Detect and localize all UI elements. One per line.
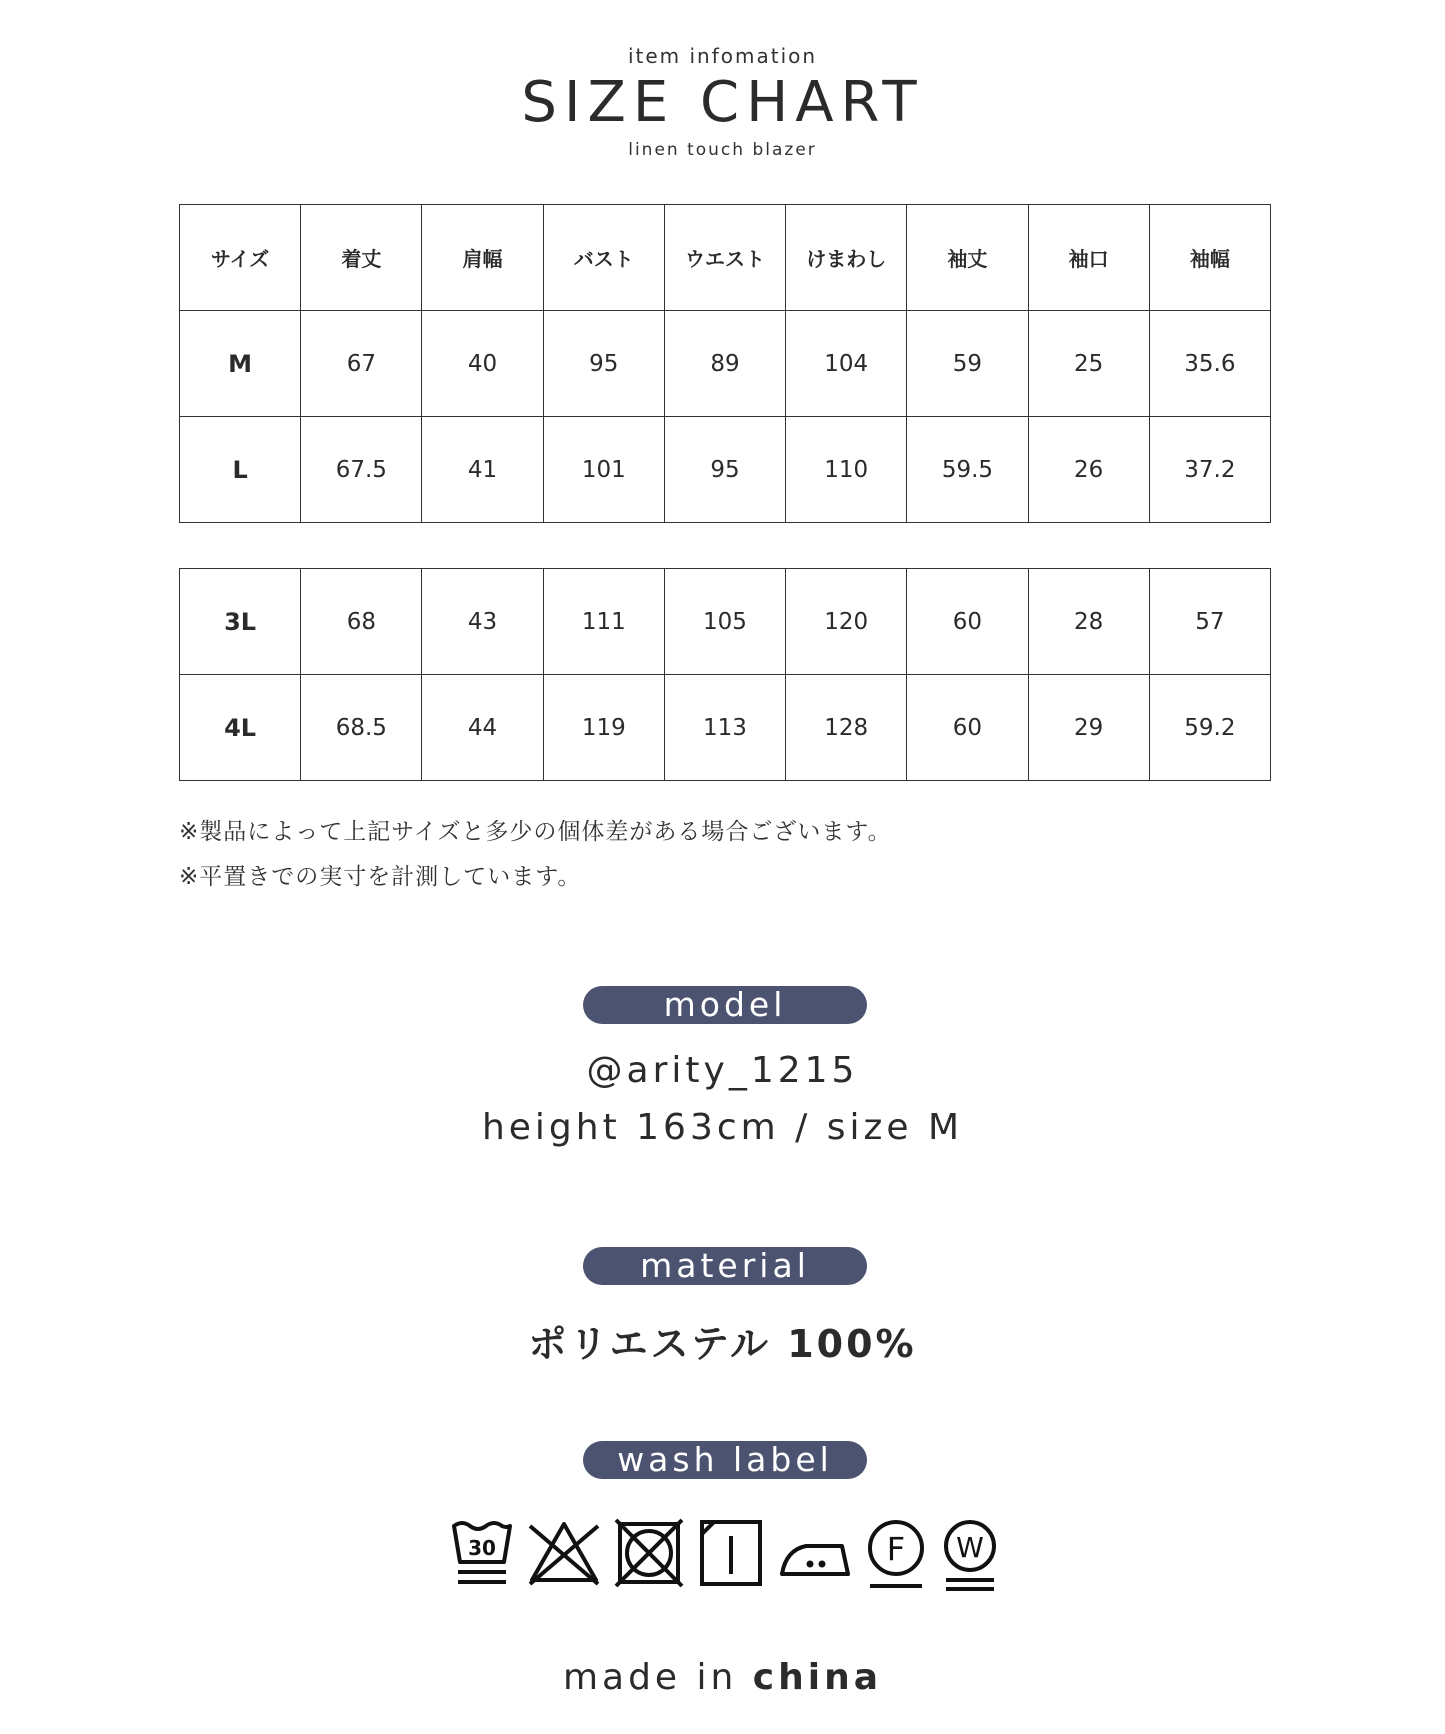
wash-label-icons bbox=[450, 1518, 996, 1594]
table-row bbox=[180, 417, 1271, 523]
measurement-cell: 95 bbox=[543, 311, 664, 417]
no-bleach-icon bbox=[526, 1518, 602, 1588]
measurement-cell: 67.5 bbox=[301, 417, 422, 523]
measurement-cell: 35.6 bbox=[1149, 311, 1270, 417]
measurement-cell: 113 bbox=[664, 675, 785, 781]
measurement-cell: 101 bbox=[543, 417, 664, 523]
material-text: ポリエステル 100% bbox=[528, 1322, 917, 1366]
measurement-cell: 59 bbox=[907, 311, 1028, 417]
note-flat-measurement: ※平置きでの実寸を計測しています。 bbox=[179, 864, 582, 890]
dry-clean-f-icon bbox=[864, 1518, 928, 1594]
wet-clean-w-icon bbox=[940, 1518, 1000, 1594]
column-header: 袖口 bbox=[1028, 205, 1149, 311]
origin-prefix: made in bbox=[562, 1657, 753, 1698]
measurement-cell: 128 bbox=[786, 675, 907, 781]
column-header: 袖丈 bbox=[907, 205, 1028, 311]
column-header: ウエスト bbox=[664, 205, 785, 311]
dry-clean-letter: F bbox=[886, 1530, 906, 1568]
iron-medium-icon bbox=[776, 1518, 852, 1588]
table-row bbox=[180, 569, 1271, 675]
measurement-cell: 44 bbox=[422, 675, 543, 781]
note-individual-difference: ※製品によって上記サイズと多少の個体差がある場合ございます。 bbox=[179, 819, 892, 845]
size-table-bottom bbox=[179, 568, 1271, 781]
eyebrow-text: item infomation bbox=[627, 44, 818, 68]
measurement-cell: 68.5 bbox=[301, 675, 422, 781]
measurement-cell: 67 bbox=[301, 311, 422, 417]
measurement-cell: 41 bbox=[422, 417, 543, 523]
measurement-cell: 110 bbox=[786, 417, 907, 523]
size-label-cell: 3L bbox=[180, 569, 301, 675]
measurement-cell: 95 bbox=[664, 417, 785, 523]
measurement-cell: 104 bbox=[786, 311, 907, 417]
product-name: linen touch blazer bbox=[628, 140, 817, 160]
no-tumble-dry-icon bbox=[614, 1518, 684, 1588]
measurement-cell: 25 bbox=[1028, 311, 1149, 417]
measurement-cell: 40 bbox=[422, 311, 543, 417]
column-header: 肩幅 bbox=[422, 205, 543, 311]
measurement-cell: 26 bbox=[1028, 417, 1149, 523]
measurement-cell: 60 bbox=[907, 675, 1028, 781]
size-label-cell: L bbox=[180, 417, 301, 523]
measurement-cell: 59.5 bbox=[907, 417, 1028, 523]
material-section-label: material bbox=[583, 1247, 867, 1285]
table-header-row bbox=[180, 205, 1271, 311]
model-section-label: model bbox=[583, 986, 867, 1024]
line-dry-shade-icon bbox=[698, 1518, 764, 1588]
measurement-cell: 119 bbox=[543, 675, 664, 781]
country-of-origin bbox=[0, 1657, 1445, 1698]
page-title: SIZE CHART bbox=[521, 70, 924, 135]
measurement-cell: 28 bbox=[1028, 569, 1149, 675]
size-table-top bbox=[179, 204, 1271, 523]
measurement-cell: 105 bbox=[664, 569, 785, 675]
column-header: けまわし bbox=[786, 205, 907, 311]
measurement-cell: 60 bbox=[907, 569, 1028, 675]
measurement-cell: 68 bbox=[301, 569, 422, 675]
measurement-cell: 57 bbox=[1149, 569, 1270, 675]
column-header: 着丈 bbox=[301, 205, 422, 311]
measurement-cell: 120 bbox=[786, 569, 907, 675]
measurement-cell: 111 bbox=[543, 569, 664, 675]
wet-clean-letter: W bbox=[956, 1531, 984, 1564]
measurement-cell: 59.2 bbox=[1149, 675, 1270, 781]
measurement-cell: 29 bbox=[1028, 675, 1149, 781]
wash-30-gentle-icon bbox=[450, 1518, 514, 1588]
origin-country: china bbox=[752, 1657, 883, 1698]
column-header: バスト bbox=[543, 205, 664, 311]
measurement-cell: 43 bbox=[422, 569, 543, 675]
table-row bbox=[180, 675, 1271, 781]
table-row bbox=[180, 311, 1271, 417]
wash-temperature-label: 30 bbox=[468, 1536, 496, 1560]
wash-section-label: wash label bbox=[583, 1441, 867, 1479]
column-header: サイズ bbox=[180, 205, 301, 311]
measurement-cell: 37.2 bbox=[1149, 417, 1270, 523]
measurement-cell: 89 bbox=[664, 311, 785, 417]
size-label-cell: 4L bbox=[180, 675, 301, 781]
model-info: height 163cm / size M bbox=[481, 1107, 964, 1148]
column-header: 袖幅 bbox=[1149, 205, 1270, 311]
size-label-cell: M bbox=[180, 311, 301, 417]
model-handle: @arity_1215 bbox=[586, 1050, 859, 1091]
